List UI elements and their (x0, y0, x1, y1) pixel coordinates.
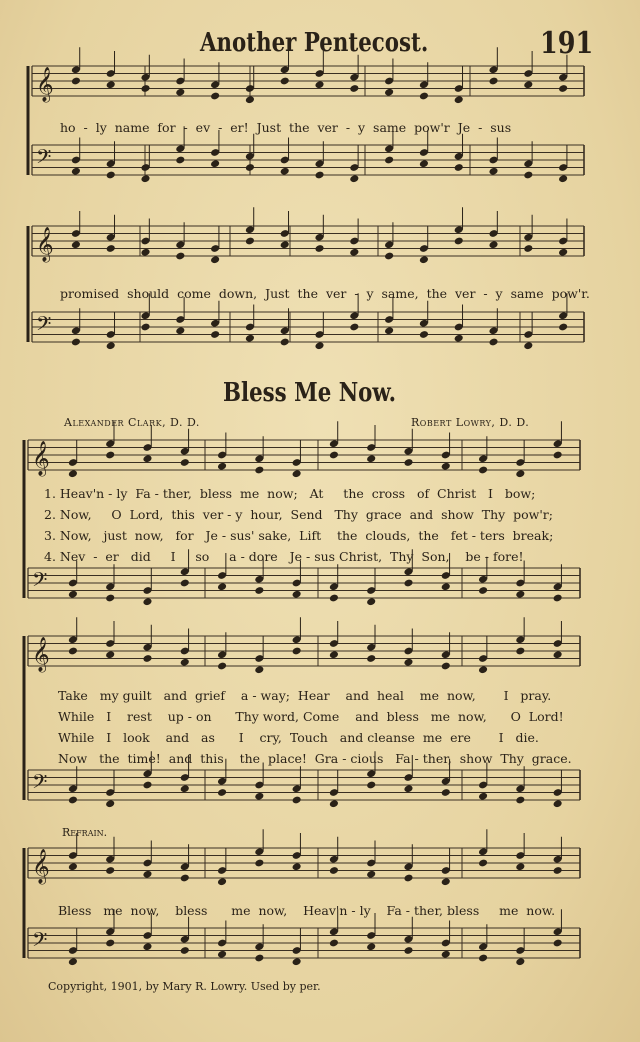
verse-line: While I look and as I cry, Touch and cleanse me ere I die. (58, 730, 539, 745)
note-head (553, 866, 563, 875)
note-head (217, 877, 227, 886)
note-head (553, 939, 563, 948)
note-head (245, 95, 255, 104)
note-head (403, 784, 413, 793)
verse-line: Take my guilt and grief a - way; Hear and heal me now, I pray. (58, 688, 552, 703)
lyric-syllable: - (478, 120, 491, 135)
refrain-label: Refrain. (62, 826, 108, 839)
note-head (515, 862, 525, 871)
note-head (175, 156, 185, 165)
note-head (68, 647, 78, 656)
note-head (558, 84, 568, 93)
note-head (292, 796, 302, 805)
note-head (175, 252, 185, 261)
note-head (488, 167, 498, 176)
note-head (105, 594, 115, 603)
note-head (329, 866, 339, 875)
treble-clef: 𝄞 (36, 67, 54, 102)
bass-clef: 𝄢 (36, 145, 52, 173)
note-head (314, 80, 324, 89)
lyric-syllable: - (354, 286, 367, 301)
note-head (140, 84, 150, 93)
note-head (180, 874, 190, 883)
note-head (105, 939, 115, 948)
treble-clef: 𝄞 (36, 227, 54, 262)
note-head (488, 240, 498, 249)
lyric-syllable: ver (325, 286, 355, 301)
lyric-syllable: pow'r. (551, 286, 590, 301)
lyric-syllable: er! (230, 120, 257, 135)
note-head (441, 877, 451, 886)
note-head (515, 469, 525, 478)
note-head (366, 781, 376, 790)
note-head (403, 946, 413, 955)
lyric-syllable: Je (457, 120, 479, 135)
note-head (68, 590, 78, 599)
note-head (515, 647, 525, 656)
lyric-syllable: the (426, 286, 455, 301)
note-head (441, 582, 451, 591)
hymn-composer: Robert Lowry, D. D. (411, 416, 530, 429)
note-head (71, 77, 81, 86)
lyric-syllable: same, (381, 286, 427, 301)
note-head (329, 451, 339, 460)
note-head (441, 788, 451, 797)
note-head (210, 255, 220, 264)
hymn-title: Bless Me Now. (223, 378, 397, 408)
note-head (280, 77, 290, 86)
note-head (488, 338, 498, 347)
lyric-syllable: Just (265, 286, 298, 301)
note-head (210, 92, 220, 101)
note-head (142, 597, 152, 606)
copyright-notice: Copyright, 1901, by Mary R. Lowry. Used by per. (48, 980, 321, 993)
lyric-syllable: down, (218, 286, 266, 301)
lyric-syllable: - (483, 286, 496, 301)
lyric-syllable: the (297, 286, 326, 301)
verse-line: 1. Heav'n - ly Fa - ther, bless me now; At the cross of Christ I bow; (44, 486, 536, 501)
verse-line: While I rest up - on Thy word, Come and bless me now, O Lord! (58, 709, 564, 724)
note-head (71, 338, 81, 347)
lyric-syllable: promised (60, 286, 128, 301)
verse-line: 2. Now, O Lord, this ver - y hour, Send Thy grace and show Thy pow'r; (44, 507, 553, 522)
note-head (142, 942, 152, 951)
note-head (180, 784, 190, 793)
note-head (515, 957, 525, 966)
note-head (523, 244, 533, 253)
note-head (254, 466, 264, 475)
note-head (71, 167, 81, 176)
note-head (68, 796, 78, 805)
verse-line: 4. Nev - er did I so a - dore Je - sus Christ, Thy Son, be - fore! (44, 549, 524, 564)
lyric-syllable: for (157, 120, 184, 135)
lyric-syllable: same (373, 120, 415, 135)
note-head (71, 240, 81, 249)
note-head (441, 462, 451, 471)
note-head (217, 462, 227, 471)
note-head (106, 341, 116, 350)
note-head (140, 323, 150, 332)
note-head (254, 859, 264, 868)
note-head (515, 590, 525, 599)
note-head (292, 647, 302, 656)
treble-clef: 𝄞 (32, 637, 50, 672)
lyric-syllable: same (510, 286, 552, 301)
note-head (254, 954, 264, 963)
note-head (478, 665, 488, 674)
note-head (180, 458, 190, 467)
note-head (105, 451, 115, 460)
note-head (180, 658, 190, 667)
note-head (515, 796, 525, 805)
note-head (403, 579, 413, 588)
note-head (175, 88, 185, 97)
note-head (384, 156, 394, 165)
note-head (292, 590, 302, 599)
lyric-syllable: y (495, 286, 511, 301)
note-head (180, 579, 190, 588)
note-head (366, 597, 376, 606)
refrain-lyrics: Bless me now, bless me now, Heav'n - ly Fa - ther, bless me now. (58, 903, 556, 918)
note-head (292, 957, 302, 966)
note-head (558, 323, 568, 332)
note-head (478, 466, 488, 475)
lyric-syllable: the (289, 120, 318, 135)
note-head (217, 582, 227, 591)
note-head (419, 159, 429, 168)
note-head (142, 781, 152, 790)
note-head (329, 799, 339, 808)
note-head (314, 341, 324, 350)
note-head (329, 939, 339, 948)
note-head (106, 171, 116, 180)
note-head (280, 338, 290, 347)
note-head (419, 330, 429, 339)
note-head (142, 454, 152, 463)
lyric-syllable: sus (490, 120, 512, 135)
lyric-syllable: name (114, 120, 158, 135)
note-head (140, 248, 150, 257)
note-head (478, 792, 488, 801)
note-head (68, 862, 78, 871)
lyric-syllable: ver (454, 286, 484, 301)
note-head (553, 594, 563, 603)
note-head (314, 171, 324, 180)
note-head (553, 451, 563, 460)
note-head (558, 248, 568, 257)
note-head (106, 80, 116, 89)
note-head (366, 654, 376, 663)
note-head (441, 662, 451, 671)
page-number: 191 (540, 26, 594, 61)
note-head (280, 167, 290, 176)
note-head (314, 244, 324, 253)
note-head (384, 88, 394, 97)
lyric-syllable: y (366, 286, 382, 301)
lyric-syllable: ev (195, 120, 219, 135)
note-head (553, 650, 563, 659)
note-head (366, 942, 376, 951)
note-head (105, 799, 115, 808)
lyric-syllable: come (177, 286, 219, 301)
note-head (349, 174, 359, 183)
lyric-syllable: - (83, 120, 96, 135)
note-head (142, 870, 152, 879)
note-head (454, 163, 464, 172)
note-head (292, 469, 302, 478)
note-head (245, 334, 255, 343)
note-head (403, 874, 413, 883)
lyric-syllable: pow'r (414, 120, 458, 135)
note-head (106, 244, 116, 253)
note-head (403, 458, 413, 467)
note-head (349, 323, 359, 332)
note-head (454, 334, 464, 343)
note-head (254, 792, 264, 801)
note-head (140, 174, 150, 183)
note-head (441, 950, 451, 959)
note-head (245, 163, 255, 172)
verse-line: 3. Now, just now, for Je - sus' sake, Lift the clouds, the fet - ters break; (44, 528, 554, 543)
note-head (349, 248, 359, 257)
lyric-syllable: ver (317, 120, 346, 135)
note-head (180, 946, 190, 955)
note-head (280, 240, 290, 249)
note-head (488, 77, 498, 86)
note-head (349, 84, 359, 93)
lyric-syllable: Just (256, 120, 290, 135)
note-head (454, 95, 464, 104)
note-head (210, 159, 220, 168)
note-head (142, 654, 152, 663)
lyric-syllable: - (345, 120, 359, 135)
note-head (454, 237, 464, 246)
treble-clef: 𝄞 (32, 849, 50, 884)
note-head (478, 586, 488, 595)
lyric-syllable: ho (60, 120, 84, 135)
lyric-syllable: should (127, 286, 178, 301)
lyric-syllable: - (183, 120, 196, 135)
note-head (217, 788, 227, 797)
bass-clef: 𝄢 (32, 770, 48, 798)
note-head (403, 658, 413, 667)
note-head (558, 174, 568, 183)
note-head (478, 859, 488, 868)
note-head (419, 255, 429, 264)
note-head (105, 866, 115, 875)
section-title: Another Pentecost. (200, 28, 429, 58)
note-head (523, 171, 533, 180)
treble-clef: 𝄞 (32, 441, 50, 476)
note-head (217, 662, 227, 671)
note-head (245, 237, 255, 246)
note-head (523, 341, 533, 350)
note-head (210, 330, 220, 339)
note-head (329, 594, 339, 603)
note-head (68, 957, 78, 966)
note-head (68, 469, 78, 478)
lyric-syllable: - (218, 120, 231, 135)
note-head (366, 454, 376, 463)
note-head (217, 950, 227, 959)
note-head (553, 799, 563, 808)
verse-line: Now the time! and this the place! Gra - cious Fa - ther, show Thy grace. (58, 751, 572, 766)
note-head (419, 92, 429, 101)
note-head (384, 326, 394, 335)
note-head (329, 650, 339, 659)
note-head (105, 650, 115, 659)
lyric-syllable: y (358, 120, 374, 135)
prev-hymn-lyrics-line2 (60, 286, 590, 301)
prev-hymn-lyrics-line1 (60, 120, 511, 135)
bass-clef: 𝄢 (32, 568, 48, 596)
note-head (254, 586, 264, 595)
note-head (254, 665, 264, 674)
note-head (478, 954, 488, 963)
note-head (366, 870, 376, 879)
note-head (384, 252, 394, 261)
bass-clef: 𝄢 (32, 928, 48, 956)
note-head (292, 862, 302, 871)
bass-clef: 𝄢 (36, 312, 52, 340)
hymn-author: Alexander Clark, D. D. (64, 416, 200, 429)
note-head (523, 80, 533, 89)
lyric-syllable: ly (95, 120, 115, 135)
note-head (175, 326, 185, 335)
